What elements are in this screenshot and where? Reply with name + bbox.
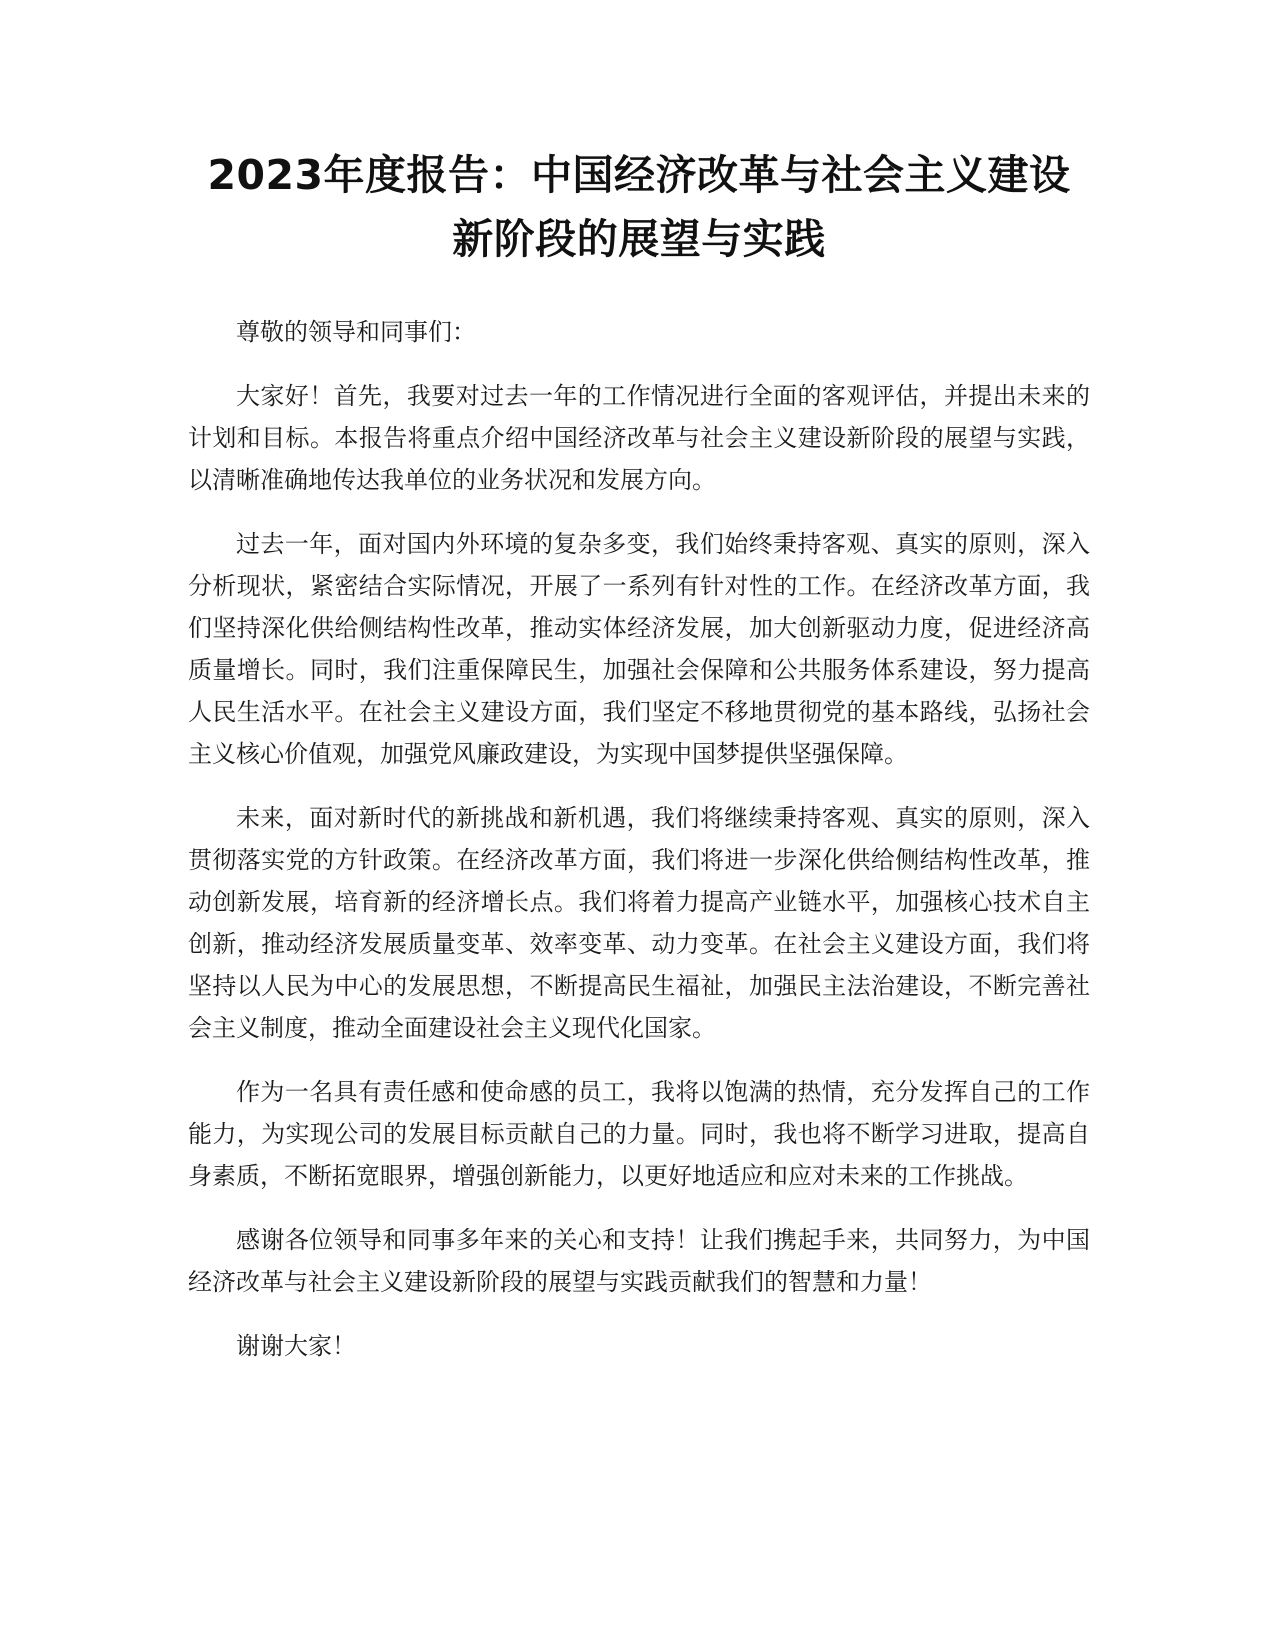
salutation: 尊敬的领导和同事们： (236, 318, 476, 346)
document-title: 2023年度报告：中国经济改革与社会主义建设新阶段的展望与实践 (207, 151, 1071, 263)
document-body (188, 311, 1090, 1367)
paragraph-future: 未来，面对新时代的新挑战和新机遇，我们将继续秉持客观、真实的原则，深入贯彻落实党的方针政策。在经济改革方面，我们将进一步深化供给侧结构性改革，推动创新发展，培育新的经济增长点。我们将着力提高产业链水平，加强核心技术自主创新，推动经济发展质量变革、效率变革、动力变革。在社会主义建设方面，我们将坚持以人民为中心的发展思想，不断提高民生福祉，加强民主法治建设，不断完善社会主义制度，推动全面建设社会主义现代化国家。 (188, 804, 1090, 1042)
paragraph-commitment: 作为一名具有责任感和使命感的员工，我将以饱满的热情，充分发挥自己的工作能力，为实现公司的发展目标贡献自己的力量。同时，我也将不断学习进取，提高自身素质，不断拓宽眼界，增强创新能力，以更好地适应和应对未来的工作挑战。 (188, 1078, 1090, 1190)
paragraph-thanks: 感谢各位领导和同事多年来的关心和支持！让我们携起手来，共同努力，为中国经济改革与社会主义建设新阶段的展望与实践贡献我们的智慧和力量！ (188, 1226, 1090, 1296)
paragraph-past-year: 过去一年，面对国内外环境的复杂多变，我们始终秉持客观、真实的原则，深入分析现状，紧密结合实际情况，开展了一系列有针对性的工作。在经济改革方面，我们坚持深化供给侧结构性改革，推动实体经济发展，加大创新驱动力度，促进经济高质量增长。同时，我们注重保障民生，加强社会保障和公共服务体系建设，努力提高人民生活水平。在社会主义建设方面，我们坚定不移地贯彻党的基本路线，弘扬社会主义核心价值观，加强党风廉政建设，为实现中国梦提供坚强保障。 (188, 530, 1090, 768)
closing-line: 谢谢大家！ (236, 1332, 356, 1360)
paragraph-intro: 大家好！首先，我要对过去一年的工作情况进行全面的客观评估，并提出未来的计划和目标。本报告将重点介绍中国经济改革与社会主义建设新阶段的展望与实践，以清晰准确地传达我单位的业务状况和发展方向。 (188, 382, 1090, 494)
